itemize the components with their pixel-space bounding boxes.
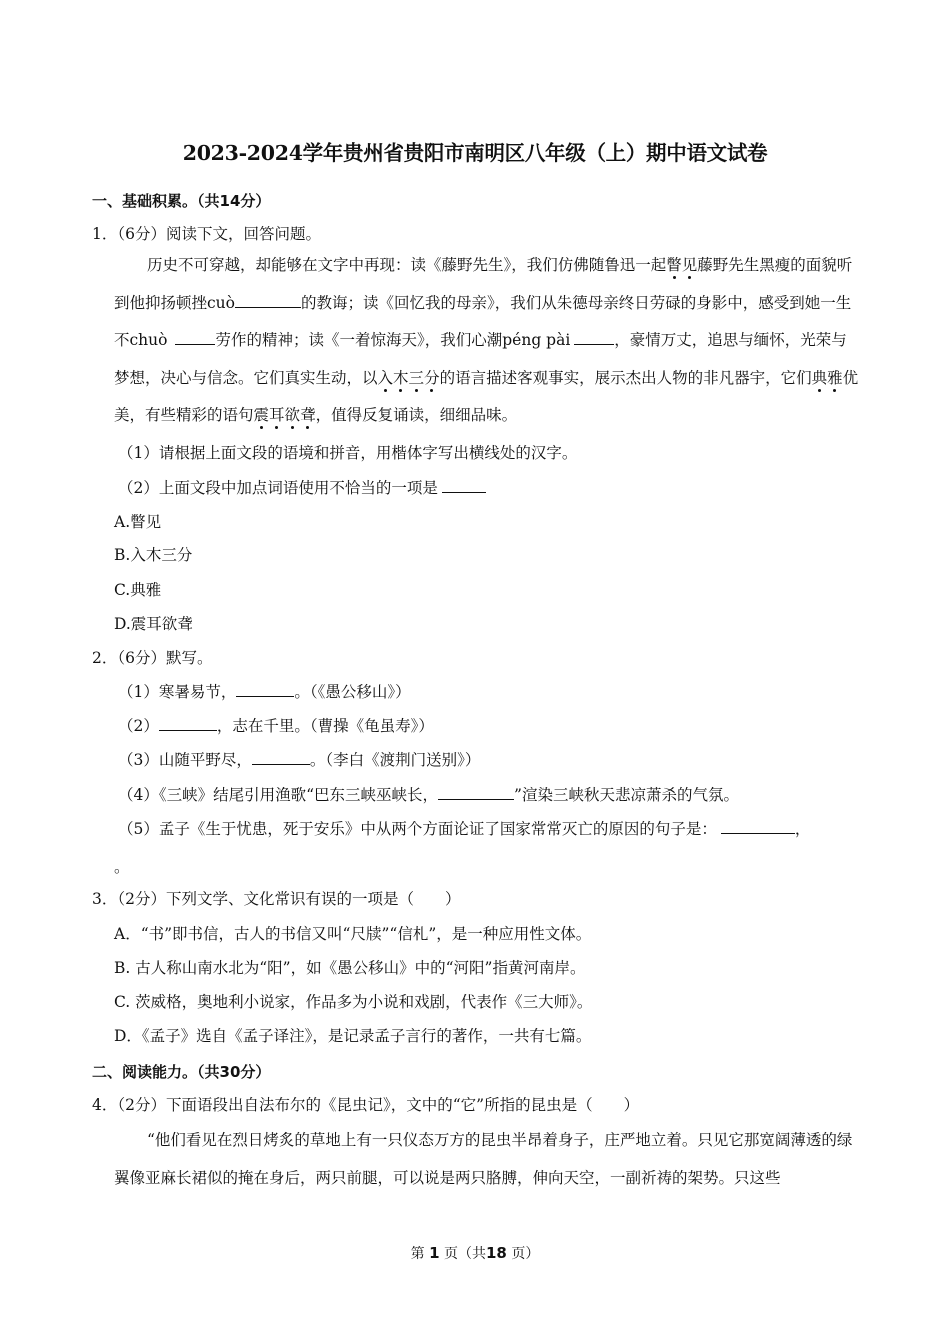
section-heading-1: 一、基础积累。（共14分） [92,192,271,210]
question-2-item-1 [118,682,411,702]
section-heading-2: 二、阅读能力。（共30分） [92,1063,271,1081]
answer-blank[interactable] [442,491,486,493]
option-c[interactable]: C.典雅 [114,581,162,599]
item-text: （1）寒暑易节， [118,683,237,701]
footer-text: 页（共 [444,1246,486,1262]
answer-blank[interactable] [438,798,514,800]
page-title: 2023-2024学年贵州省贵阳市南明区八年级（上）期中语文试卷 [182,141,768,165]
option-a[interactable]: A．“书”即书信，古人的书信又叫“尺牍”“信札”，是一种应用性文体。 [114,925,592,943]
question-2-item-2 [118,716,434,736]
page-number: 1 [429,1244,440,1262]
page-footer [0,1243,950,1263]
item-text: ”渲染三峡秋天悲凉萧杀的气氛。 [514,786,739,804]
answer-blank[interactable] [175,343,215,345]
question-2-item-5 [118,819,810,839]
total-pages: 18 [486,1244,507,1262]
sub-question-text: （2）上面文段中加点词语使用不恰当的一项是 [118,479,438,497]
answer-blank[interactable] [235,306,301,308]
dotted-char: 欲 [284,406,301,424]
answer-blank[interactable] [159,729,217,731]
question-2-item-5-end: 。 [114,858,130,876]
item-text: ， [794,820,811,838]
passage-text: 优美，有些精彩的语句 [114,368,859,424]
answer-blank[interactable] [574,343,614,345]
passage-text: ，豪情万丈，追思与缅怀，光荣与梦想，决心与信念。它们真实生动，以 [114,331,847,387]
dotted-char: 聋 [300,406,316,424]
option-d[interactable]: D.震耳欲聋 [114,615,193,633]
dotted-char: 见 [681,256,698,274]
item-text: （2） [118,717,159,735]
item-text: 。（《愚公移山》） [294,683,411,701]
item-text: （3）山随平野尽， [118,751,252,769]
passage-text: 的教诲；读《回忆我的母亲》，我们从朱德母亲终日劳碌的身影中，感受到她一生不chuò [114,293,852,349]
footer-text: 第 [410,1246,425,1262]
passage-text: 的语言描述客观事实，展示杰出人物的非凡器宇，它们 [439,368,812,387]
question-2-item-3 [118,750,480,770]
answer-blank[interactable] [721,832,795,834]
footer-text: 页） [511,1246,540,1262]
item-text: 。（李白《渡荆门送别》） [309,751,481,769]
dotted-char: 典 [811,368,828,387]
option-d[interactable]: D．《孟子》选自《孟子译注》，是记录孟子言行的著作，一共有七篇。 [114,1027,592,1045]
dotted-char: 分 [424,368,440,387]
answer-blank[interactable] [236,695,294,697]
dotted-char: 雅 [827,368,843,387]
passage-text: 历史不可穿越，却能够在文字中再现：读《藤野先生》，我们仿佛随鲁迅一起 [147,256,667,274]
question-1-sub-2 [118,478,486,498]
question-4-passage: “他们看见在烈日烤炙的草地上有一只仪态万方的昆虫半昂着身子，庄严地立着。只见它那宽阔薄透的绿翼像亚麻长裙似的掩在身后，两只前腿，可以说是两只胳膊，伸向天空，一副祈祷的架势。只这些 [114,1131,853,1187]
dotted-char: 木 [393,368,409,387]
question-4-stem: 4．（2分）下面语段出自法布尔的《昆虫记》，文中的“它”所指的昆虫是（ ） [92,1096,640,1114]
question-2-item-4 [118,785,739,805]
option-b[interactable]: B. 古人称山南水北为“阳”，如《愚公移山》中的“河阳”指黄河南岸。 [114,959,586,977]
question-1-sub-1: （1）请根据上面文段的语境和拼音，用楷体字写出横线处的汉字。 [118,444,578,462]
item-text: （5）孟子《生于忧患，死于安乐》中从两个方面论证了国家常常灭亡的原因的句子是： [118,820,717,838]
dotted-char: 耳 [269,406,285,424]
question-3-stem: 3．（2分）下列文学、文化常识有误的一项是（ ） [92,890,461,908]
dotted-char: 瞥 [666,256,682,274]
option-c[interactable]: C. 茨威格，奥地利小说家，作品多为小说和戏剧，代表作《三大师》。 [114,993,593,1011]
passage-text: 劳作的精神；读《一着惊海天》，我们心潮péng pài [215,331,571,349]
passage-text: 藤野先生黑瘦的面貌听到他抑扬顿挫cuò [114,256,853,312]
dotted-char: 震 [253,406,270,424]
option-b[interactable]: B.入木三分 [114,546,193,564]
question-1-passage [114,247,860,435]
question-2-stem: 2．（6分）默写。 [92,649,213,667]
dotted-char: 三 [408,368,425,387]
dotted-char: 入 [377,368,394,387]
passage-text: ，值得反复诵读，细细品味。 [315,406,518,424]
answer-blank[interactable] [252,763,310,765]
option-a[interactable]: A.瞥见 [114,513,162,531]
item-text: ，志在千里。（曹操《龟虽寿》） [216,717,434,735]
question-1-stem: 1．（6分）阅读下文，回答问题。 [92,225,321,243]
item-text: （4）《三峡》结尾引用渔歌“巴东三峡巫峡长， [118,786,439,804]
